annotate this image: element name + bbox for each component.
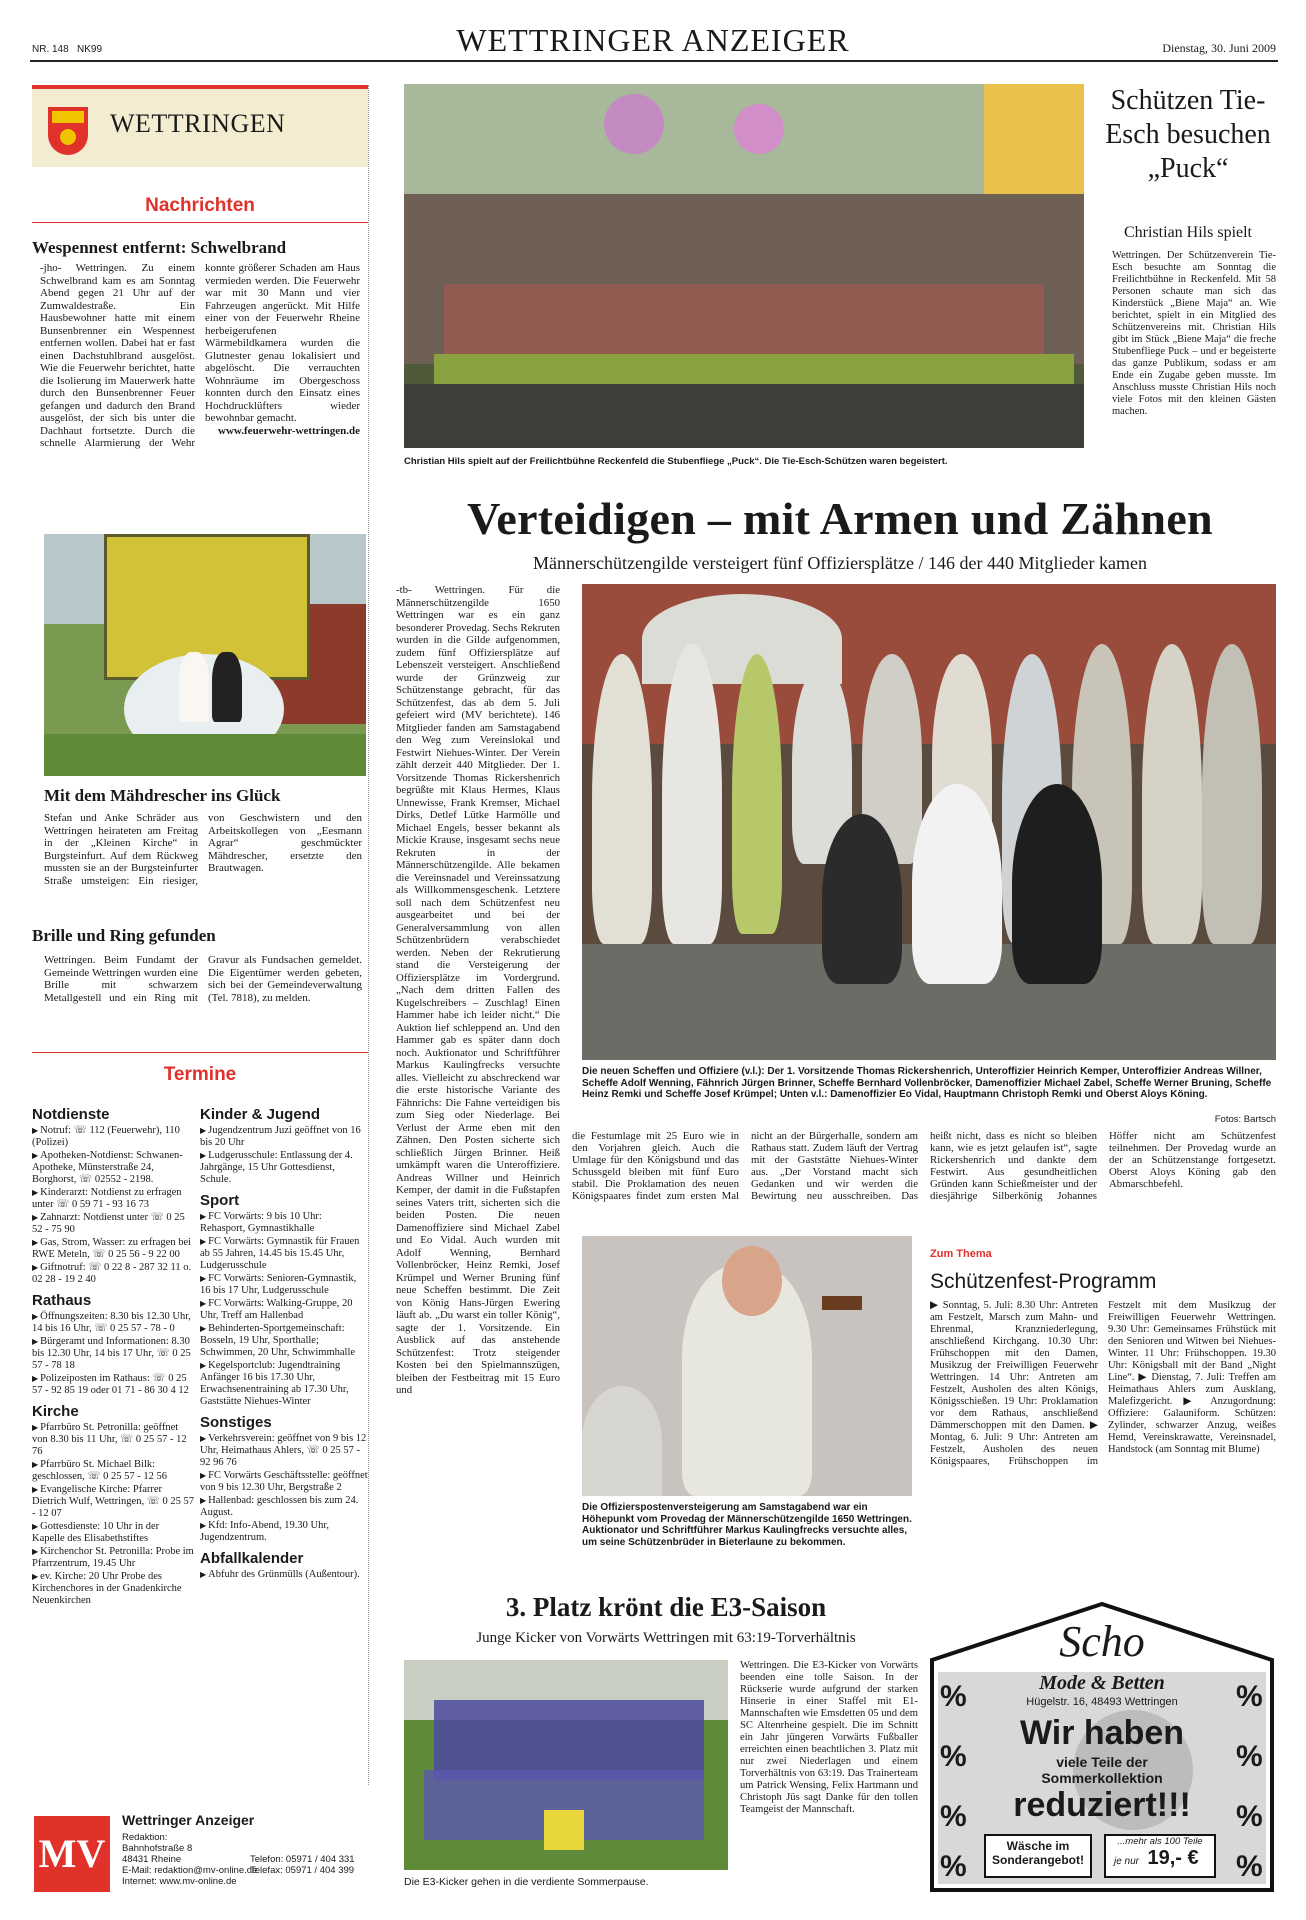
bullet-icon: ▶ (200, 1237, 209, 1246)
termine-item: ▶ Apotheken-Notdienst: Schwanen-Apotheke, Münsterstraße 24, Borghorst, ☏ 02552 - 2198. (32, 1150, 183, 1185)
ad-line4: reduziert!!! (1013, 1786, 1191, 1824)
termine-item: ▶ Zahnarzt: Notdienst unter ☏ 0 25 52 - 75 90 (32, 1212, 185, 1235)
termine-right (200, 1100, 368, 1790)
ad-line2: viele Teile der (1056, 1754, 1148, 1770)
ad-box-price: ...mehr als 100 Teile je nur 19,- € (1104, 1834, 1216, 1878)
paper-name: WETTRINGER ANZEIGER (456, 22, 850, 58)
main-body-left: -tb- Wettringen. Für die Männerschützengilde 1650 Wettringen war es ein ganz besonderer Provedag. Sechs Rekruten wurden in die Gilde aufgenommen, zudem fünf Offiziersplätze auf Lebenszeit versteigert. Anschließend wurde der Grünzweig zur Schützenstange gebracht, für das Schützenfest, das ab dem 5. Juli gefeiert wird (MV berichtete). 146 Mitglieder fanden am Samstagabend den Weg zum Vereinslokal und Festwirt Niehues-Winter. Der Verein zählt derzeit 440 Mitglieder. Der 1. Vorsitzende Thomas Rickershenrich begrüßte mit Klaus Hermes, Klaus Unnewisse, Frank Kremser, Michael Dirks, Detlef Lütke Harmölle und Michael Engels, besser bekannt als Mickie Krause, insgesamt sechs neue Rekruten in der Männerschützengilde. Alle bekamen die Vereinsnadel und Vereinssatzung als Willkommensgeschenk. Letztere soll nach dem Schützenfest neu ausgearbeitet und bei der Generalversammlung von allen Schützenbrüdern verabschiedet werden. Neben der Rekrutierung stand die Versteigerung der Offiziersplätze im Vordergrund. „Nach dem dritten Fallen des Kugelschreibers – Zuschlag! Einen Hammer habe ich leider nicht.“ Die Auktion lief schleppend an. Und den Hammer gab es später dann doch noch. Auktionator und Schriftführer Markus Kaulingfrecks versuchte alles. Vielleicht zu abschreckend war die erste historische Variante des Fähnrichs: Die Fahne verteidigen bis zum Sieg oder Niederlage. Bei Verlust der Arme eben mit den Zähnen. Den Posten sicherte sich schließlich Jürgen Brinner. Heiß umkämpft waren die Unteroffiziere. Andreas Willner und Heinrich Kemper, der damit in die Fußstapfen seines Vaters tritt, sicherten sich die beiden Posten. Die neuen Damenoffiziere sind Michael Zabel und Eo Vidal. Auch wurden mit Adolf Wenning, Bernhard Vollenbröcker, Heinz Remki, Josef Krümpel und Werner Bruning fünf neue Scheffen bestimmt. Die Zeit von König Hans-Jürgen Ewering läuft ab. „Du warst ein toller König“, sagte der 1. Vorsitzende. Ein Ausblick auf das anstehende Schützenfest: Trotz steigender Kosten bei den Spielmannszügen, bleiben der Festbeitrag mit 15 Euro und (396, 584, 560, 1396)
termine-heading: Sport (200, 1192, 240, 1209)
termine-rule (32, 1052, 368, 1053)
football-photo (404, 1660, 728, 1870)
issue-date: Dienstag, 30. Juni 2009 (1162, 41, 1276, 55)
bullet-icon: ▶ (32, 1312, 41, 1321)
termine-item: ▶ Kinderarzt: Notdienst zu erfragen unter ☏ 0 59 71 - 93 16 73 (32, 1187, 182, 1210)
bullet-icon: ▶ (200, 1299, 209, 1308)
termine-item: ▶ Giftnotruf: ☏ 0 22 8 - 287 32 11 o. 02 28 - 19 2 40 (32, 1262, 192, 1285)
wasp-title: Wespennest entfernt: Schwelbrand (32, 238, 287, 257)
footer-phone: Telefon: 05971 / 404 331 Telefax: 05971 / 404 399 (250, 1854, 355, 1876)
football-caption: Die E3-Kicker gehen in die verdiente Sommerpause. (404, 1876, 649, 1888)
termine-item: ▶ Kfd: Info-Abend, 19.30 Uhr, Jugendzentrum. (200, 1520, 330, 1543)
tie-esch-body: Wettringen. Der Schützenverein Tie-Esch besuchte am Sonntag die Freilichtbühne in Reckenfeld. Mit 58 Personen schaute man sich das Kinderstück „Biene Maja“ an. Wie berichtet, spielt in ein Mitglied des Schützenvereins mit. Christian Hils gibt im Stück „Biene Maja“ die freche Stubenfliege Puck – und er begeisterte das ganze Publikum, sodass er am Ende ein Zugabe geben musste. Im Anschluss musste Christian Hils noch viele Fotos mit den kleinen Gästen machen. (1112, 250, 1276, 417)
glasses-title: Brille und Ring gefunden (32, 926, 216, 945)
bullet-icon: ▶ (200, 1126, 209, 1135)
percent-icon: % (1236, 1850, 1263, 1883)
termine-item: ▶ Notruf: ☏ 112 (Feuerwehr), 110 (Polizei) (32, 1125, 180, 1148)
wasp-link: www.feuerwehr-wettringen.de (218, 424, 360, 437)
termine-item: ▶ Evangelische Kirche: Pfarrer Dietrich Wulf, Wettringen, ☏ 0 25 57 - 12 07 (32, 1484, 194, 1519)
football-body: Wettringen. Die E3-Kicker von Vorwärts beenden eine tolle Saison. In der Rückserie wurde aufgrund der starken Hinserie in einer Staffel mit E1-Mannschaften wie Emsdetten 05 und dem SC Altenrheine gespielt. Die im Schnitt ein Jahr jüngeren Vorwärts Fußballer erreichten einen beachtlichen 3. Platz mit nur zwei Niederlagen und einem Torverhältnis von 63:19. Das Trainerteam um Patrick Wensing, Felix Hartmann und Christoph Jüs sagt Danke für den tollen Teamgeist der Mannschaft. (740, 1660, 918, 1815)
percent-icon: % (940, 1850, 967, 1883)
percent-icon: % (1236, 1740, 1263, 1773)
program-body: ▶ Sonntag, 5. Juli: 8.30 Uhr: Antreten am Festzelt, Marsch zum Mahn- und Ehrenmal, Kranzniederlegung, anschließend Kirchgang. 10.30 Uhr: Frühschoppen mit den Damen, Musikzug der Freiwilligen Feuerwehr Wettringen. 14 Uhr: Antreten am Festzelt, Ausholen des alten Königs, Königsschießen. 19 Uhr: Proklamation vor dem Rathaus, anschließend Dämmerschoppen mit den Damen. ▶ Montag, 6. Juli: 9 Uhr: Antreten am Festzelt, Ausholen des neuen Königspaares, Frühschoppen im Festzelt mit dem Musikzug der Freiwilligen Feuerwehr Wettringen. 9.30 Uhr: Gemeinsames Frühstück mit den Senioren und Witwen bei Niehues-Winter. 11 Uhr: Frühschoppen. 19.30 Uhr: Königsball mit der Band „Night Line“. ▶ Dienstag, 7. Juli: Treffen am Heimathaus Ahlers zum Ausklang, Malefizgericht. ▶ Anzugordnung: Offiziere: Galauniform. Schützen: Zylinder, schwarzer Anzug, weißes Hemd, Vereinskrawatte, Vereinsnadel, Handstock (am Sonntag mit Blume) (930, 1300, 1276, 1467)
tie-esch-caption: Christian Hils spielt auf der Freilichtbühne Reckenfeld die Stubenfliege „Puck“. Die Tie-Esch-Schützen waren begeistert. (404, 456, 948, 467)
bullet-icon: ▶ (32, 1460, 41, 1469)
ad-tagline: Mode & Betten (1039, 1672, 1165, 1694)
main-subheadline: Männerschützengilde versteigert fünf Offiziersplätze / 146 der 440 Mitglieder kamen (533, 553, 1147, 573)
termine-item: ▶ Pfarrbüro St. Michael Bilk: geschlossen, ☏ 0 25 57 - 12 56 (32, 1459, 168, 1482)
termine-item: ▶ Pfarrbüro St. Petronilla: geöffnet von 8.30 bis 11 Uhr, ☏ 0 25 57 - 12 76 (32, 1422, 187, 1457)
scho-ad (928, 1600, 1276, 1894)
main-headline: Verteidigen – mit Armen und Zähnen (467, 493, 1213, 544)
termine-item: ▶ FC Vorwärts: Gymnastik für Frauen ab 55 Jahren, 14.45 bis 15.45 Uhr, Ludgerusschule (200, 1236, 360, 1271)
bullet-icon: ▶ (32, 1572, 41, 1581)
auction-photo (582, 1236, 912, 1496)
footer-address: Redaktion: Bahnhofstraße 8 48431 Rheine E-Mail: redaktion@mv-online.de Internet: www.mv-online.de (122, 1832, 258, 1887)
bullet-icon: ▶ (32, 1263, 41, 1272)
ad-brand: Scho (1059, 1617, 1145, 1666)
bullet-icon: ▶ (200, 1274, 209, 1283)
termine-heading: Notdienste (32, 1106, 110, 1123)
tie-esch-subtitle: Christian Hils spielt (1124, 224, 1252, 241)
bullet-icon: ▶ (200, 1434, 209, 1443)
termine-heading: Kinder & Jugend (200, 1106, 321, 1123)
termine-heading: Sonstiges (200, 1414, 272, 1431)
paper-footer (32, 1808, 368, 1900)
percent-icon: % (940, 1740, 967, 1773)
officers-caption: Die neuen Scheffen und Offiziere (v.l.): Der 1. Vorsitzende Thomas Rickershenrich, Unteroffizier Heinrich Kemper, Unteroffizier Andreas Willner, Scheffe Adolf Wenning, Fähnrich Jürgen Brinner, Scheffe Bernhard Vollenbröcker, Damenoffizier Michael Zabel, Scheffe Werner Bruning, Scheffe Heinz Remki und Scheffe Josef Krümpel; Unten v.l.: Damenoffizier Eo Vidal, Hauptmann Christoph Remki und Oberst Aloys Köning. (582, 1066, 1272, 1100)
program-title: Schützenfest-Programm (930, 1270, 1157, 1293)
bullet-icon: ▶ (200, 1496, 209, 1505)
termine-item: ▶ Gottesdienste: 10 Uhr in der Kapelle des Elisabethstiftes (32, 1521, 160, 1544)
percent-icon: % (1236, 1680, 1263, 1713)
wasp-body: -jho- Wettringen. Zu einem Schwelbrand kam es am Sonntag Abend gegen 21 Uhr auf der Zumwaldestraße. Ein Hausbewohner hatte mit einem Bunsenbrenner ein Wespennest entfernen wollen. Dabei hat er fast einen Dachstuhlbrand ausgelöst. Wie die Feuerwehr berichtet, hatte die Isolierung im Mauerwerk hatte durch den Bunsenbrenner Feuer gefangen und dadurch den Brand ausgelöst, der sich bis unter die Dachhaut fortsetzte. Durch die schnelle Alarmierung der Wehr konnte größerer Schaden am Haus vermieden werden. Die Feuerwehr war mit 30 Mann und vier Fahrzeugen angerückt. Mit Hilfe einer von der Feuerwehr Rheine herbeigerufenen Wärmebildkamera wurden die Glutnester genau lokalisiert und abgelöscht. Die verrauchten Wohnräume im Obergeschoss konnten durch den Einsatz eines Hochdrucklüfters wieder bewohnbar gemacht. www.feuerwehr-wettringen.de (40, 262, 360, 449)
harvester-photo (44, 534, 366, 776)
section-news: Nachrichten (145, 195, 255, 216)
main-body-bottom: die Festumlage mit 25 Euro wie in den Vorjahren gleich. Auch die Umlage für den Königsbund und das Schussgeld bleiben mit fünf Euro stabil. Die Proklamation des neuen Königspaares findet zum ersten Mal nicht an der Bürgerhalle, sondern am Rathaus statt. Zudem läuft der Vertrag mit der Gaststätte Niehues-Winter aus. „Der Vorstand macht sich Gedanken und wir werden die Bewirtung neu ausschreiben. Das heißt nicht, dass es nicht so bleiben kann, wie es jetzt gelaufen ist“, sagte Rickershenrich und dankte dem Festwirt. Aus gesundheitlichen Gründen kann Schießmeister und der diesjährige Silberkönig Johannes Höffer nicht am Schützenfest teilnehmen. Der Provedag wurde an der an Schützenstange fortgesetzt. Oberst Aloys Köning gab den Abmarschbefehl. (572, 1130, 1276, 1202)
termine-left (32, 1100, 194, 1790)
tie-esch-photo (404, 84, 1084, 448)
ad-line1: Wir haben (1019, 1714, 1185, 1752)
mv-logo: MV (34, 1816, 110, 1892)
termine-item: ▶ Hallenbad: geschlossen bis zum 24. August. (200, 1495, 359, 1518)
bullet-icon: ▶ (200, 1212, 209, 1221)
harvester-body: Stefan und Anke Schräder aus Wettringen heirateten am Freitag in der „Kleinen Kirche“ in Burgsteinfurt. Auf dem Rückweg mussten sie an der Burgsteinfurter Straße umsteigen: Ein riesiger, von Geschwistern und den Arbeitskollegen von „Eesmann Agrar“ geschmückter Mähdrescher, ersetzte den Brautwagen. (44, 812, 362, 887)
town-name: WETTRINGEN (110, 109, 286, 138)
bullet-icon: ▶ (32, 1485, 41, 1494)
termine-item: ▶ FC Vorwärts: 9 bis 10 Uhr: Rehasport, Gymnastikhalle (200, 1211, 322, 1234)
bullet-icon: ▶ (200, 1324, 209, 1333)
termine-item: ▶ Kegelsportclub: Jugendtraining Anfänger 16 bis 17.30 Uhr, Erwachsenentraining ab 17.30 Uhr, Gaststätte Niehues-Winter (200, 1360, 349, 1407)
issue-number: NR. 148 NK99 (32, 44, 103, 55)
bullet-icon: ▶ (32, 1238, 41, 1247)
bullet-icon: ▶ (32, 1374, 41, 1383)
coat-of-arms-icon (48, 107, 88, 155)
termine-item: ▶ Ludgerusschule: Entlassung der 4. Jahrgänge, 15 Uhr Gottesdienst, Schule. (200, 1150, 353, 1185)
termine-item: ▶ Jugendzentrum Juzi geöffnet von 16 bis 20 Uhr (200, 1125, 361, 1148)
percent-icon: % (1236, 1800, 1263, 1833)
ad-address: Hügelstr. 16, 48493 Wettringen (1026, 1696, 1178, 1708)
termine-heading: Kirche (32, 1403, 79, 1420)
bullet-icon: ▶ (200, 1570, 209, 1579)
tie-esch-title: Schützen Tie-Esch besuchen „Puck“ (1105, 85, 1271, 184)
termine-item: ▶ FC Vorwärts: Senioren-Gymnastik, 16 bis 17 Uhr, Ludgerusschule (200, 1273, 357, 1296)
bullet-icon: ▶ (32, 1423, 41, 1432)
bullet-icon: ▶ (200, 1361, 209, 1370)
termine-item: ▶ FC Vorwärts: Walking-Gruppe, 20 Uhr, Treff am Hallenbad (200, 1298, 353, 1321)
termine-item: ▶ Polizeiposten im Rathaus: ☏ 0 25 57 - 92 85 19 oder 01 71 - 86 30 4 12 (32, 1373, 189, 1396)
glasses-body: Wettringen. Beim Fundamt der Gemeinde Wettringen wurden eine Brille mit schwarzem Metallgestell und ein Ring mit Gravur als Fundsachen gemeldet. Die Eigentümer werden gebeten, sich bei der Gemeindeverwaltung (Tel. 7818), zu melden. (44, 954, 362, 1004)
ad-box-lingerie: Wäsche im Sonderangebot! (984, 1834, 1092, 1878)
auction-caption: Die Offizierspostenversteigerung am Samstagabend war ein Höhepunkt vom Provedag der Männerschützengilde 1650 Wettringen. Auktionator und Schriftführer Markus Kaulingfrecks versuchte alles, um seine Schützenbrüder in Bieterlaune zu bekommen. (582, 1502, 912, 1548)
photo-credit: Fotos: Bartsch (1214, 1114, 1276, 1125)
termine-heading: Rathaus (32, 1292, 92, 1309)
termine-item: ▶ Kirchenchor St. Petronilla: Probe im Pfarrzentrum, 19.45 Uhr (32, 1546, 194, 1569)
percent-icon: % (940, 1800, 967, 1833)
bullet-icon: ▶ (32, 1337, 41, 1346)
program-kicker: Zum Thema (930, 1248, 992, 1260)
football-headline: 3. Platz krönt die E3-Saison (505, 1592, 827, 1622)
bullet-icon: ▶ (32, 1522, 41, 1531)
section-rule (32, 222, 368, 223)
termine-item: ▶ Verkehrsverein: geöffnet von 9 bis 12 Uhr, Heimathaus Ahlers, ☏ 0 25 57 - 92 96 76 (200, 1433, 367, 1468)
termine-item: ▶ Abfuhr des Grünmülls (Außentour). (200, 1569, 360, 1580)
bullet-icon: ▶ (32, 1126, 41, 1135)
termine-item: ▶ ev. Kirche: 20 Uhr Probe des Kirchenchores in der Gnadenkirche Neuenkirchen (32, 1571, 182, 1606)
officers-photo (582, 584, 1276, 1060)
termine-item: ▶ FC Vorwärts Geschäftsstelle: geöffnet von 9 bis 12.30 Uhr, Bergstraße 2 (200, 1470, 368, 1493)
percent-icon: % (940, 1680, 967, 1713)
harvester-title: Mit dem Mähdrescher ins Glück (44, 786, 281, 805)
bullet-icon: ▶ (32, 1547, 41, 1556)
termine-item: ▶ Behinderten-Sportgemeinschaft: Bosseln, 19 Uhr, Sporthalle; Schwimmen, 20 Uhr, Schwimmhalle (200, 1323, 356, 1358)
bullet-icon: ▶ (200, 1521, 209, 1530)
termine-heading: Abfallkalender (200, 1550, 304, 1567)
football-subheadline: Junge Kicker von Vorwärts Wettringen mit 63:19-Torverhältnis (476, 1630, 856, 1646)
bullet-icon: ▶ (200, 1471, 209, 1480)
termine-item: ▶ Bürgeramt und Informationen: 8.30 bis 12.30 Uhr, 14 bis 17 Uhr, ☏ 0 25 57 - 78 18 (32, 1336, 191, 1371)
sidebar-separator (368, 85, 369, 1785)
bullet-icon: ▶ (32, 1188, 41, 1197)
town-banner (32, 85, 368, 167)
bullet-icon: ▶ (200, 1151, 209, 1160)
ad-line3: Sommerkollektion (1041, 1770, 1163, 1786)
termine-item: ▶ Gas, Strom, Wasser: zu erfragen bei RWE Meteln, ☏ 0 25 56 - 9 22 00 (32, 1237, 192, 1260)
masthead-rule (30, 60, 1278, 62)
bullet-icon: ▶ (32, 1213, 41, 1222)
bullet-icon: ▶ (32, 1151, 41, 1160)
termine-item: ▶ Öffnungszeiten: 8.30 bis 12.30 Uhr, 14 bis 16 Uhr, ☏ 0 25 57 - 78 - 0 (32, 1311, 191, 1334)
footer-paper-name: Wettringer Anzeiger (122, 1812, 255, 1828)
section-termine: Termine (163, 1064, 237, 1085)
